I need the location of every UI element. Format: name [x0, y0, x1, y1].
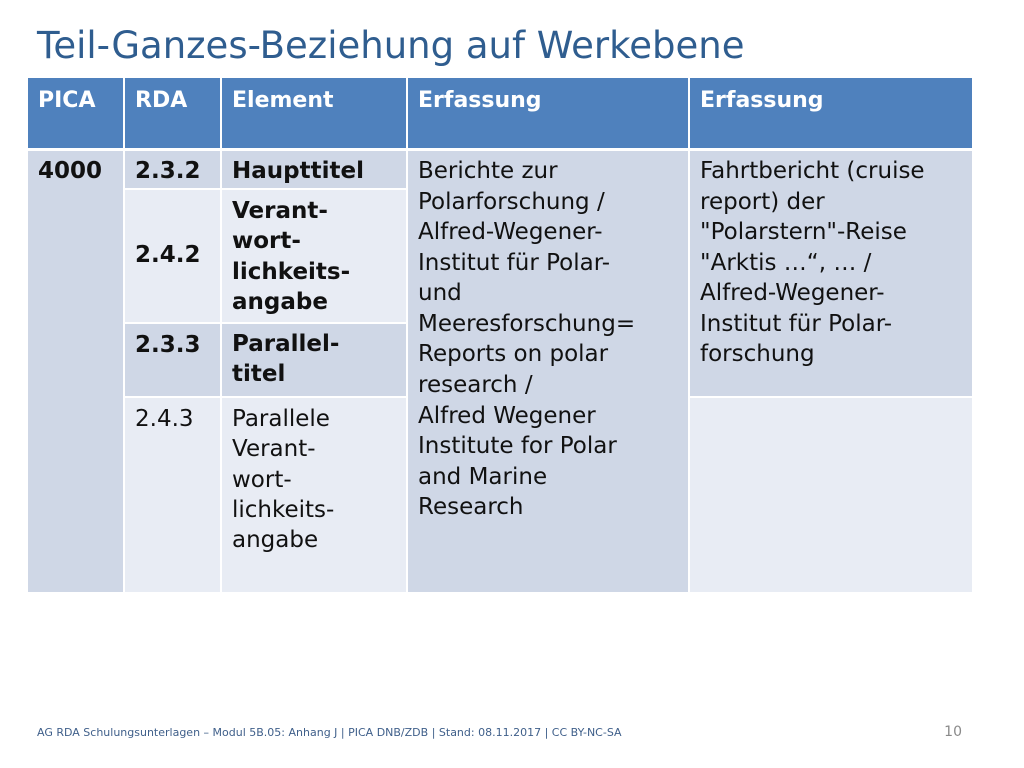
erfassung-1-cell: Berichte zur Polarforschung / Alfred-Wegener- Institut für Polar- und Meeresforschung= Reports on polar research / Alfred Wegener Institute for Polar and Marine Research [408, 150, 688, 592]
page-number: 10 [944, 724, 962, 740]
header-element: Element [222, 78, 406, 148]
rda-table [28, 78, 972, 590]
header-separator [28, 148, 972, 151]
header-rda: RDA [125, 78, 220, 148]
erfassung-2-cell: Fahrtbericht (cruise report) der "Polarstern"-Reise "Arktis …“, … / Alfred-Wegener- Institut für Polar- forschung [690, 150, 972, 396]
element-cell: Haupttitel [222, 150, 406, 188]
rda-cell: 2.3.3 [125, 324, 220, 396]
element-cell: Parallele Verant- wort- lichkeits- angabe [222, 398, 406, 592]
rda-cell: 2.4.3 [125, 398, 220, 592]
rda-cell: 2.4.2 [125, 190, 220, 322]
header-pica: PICA [28, 78, 123, 148]
element-cell: Verant- wort- lichkeits- angabe [222, 190, 406, 322]
erfassung-2-empty-cell [690, 398, 972, 592]
slide-title: Teil-Ganzes-Beziehung auf Werkebene [37, 24, 745, 67]
footer-text: AG RDA Schulungsunterlagen – Modul 5B.05: Anhang J | PICA DNB/ZDB | Stand: 08.11.2017 | CC BY-NC-SA [37, 726, 622, 739]
rda-cell: 2.3.2 [125, 150, 220, 188]
header-erfassung-1: Erfassung [408, 78, 688, 148]
pica-cell: 4000 [28, 150, 123, 592]
header-erfassung-2: Erfassung [690, 78, 972, 148]
element-cell: Parallel- titel [222, 324, 406, 396]
